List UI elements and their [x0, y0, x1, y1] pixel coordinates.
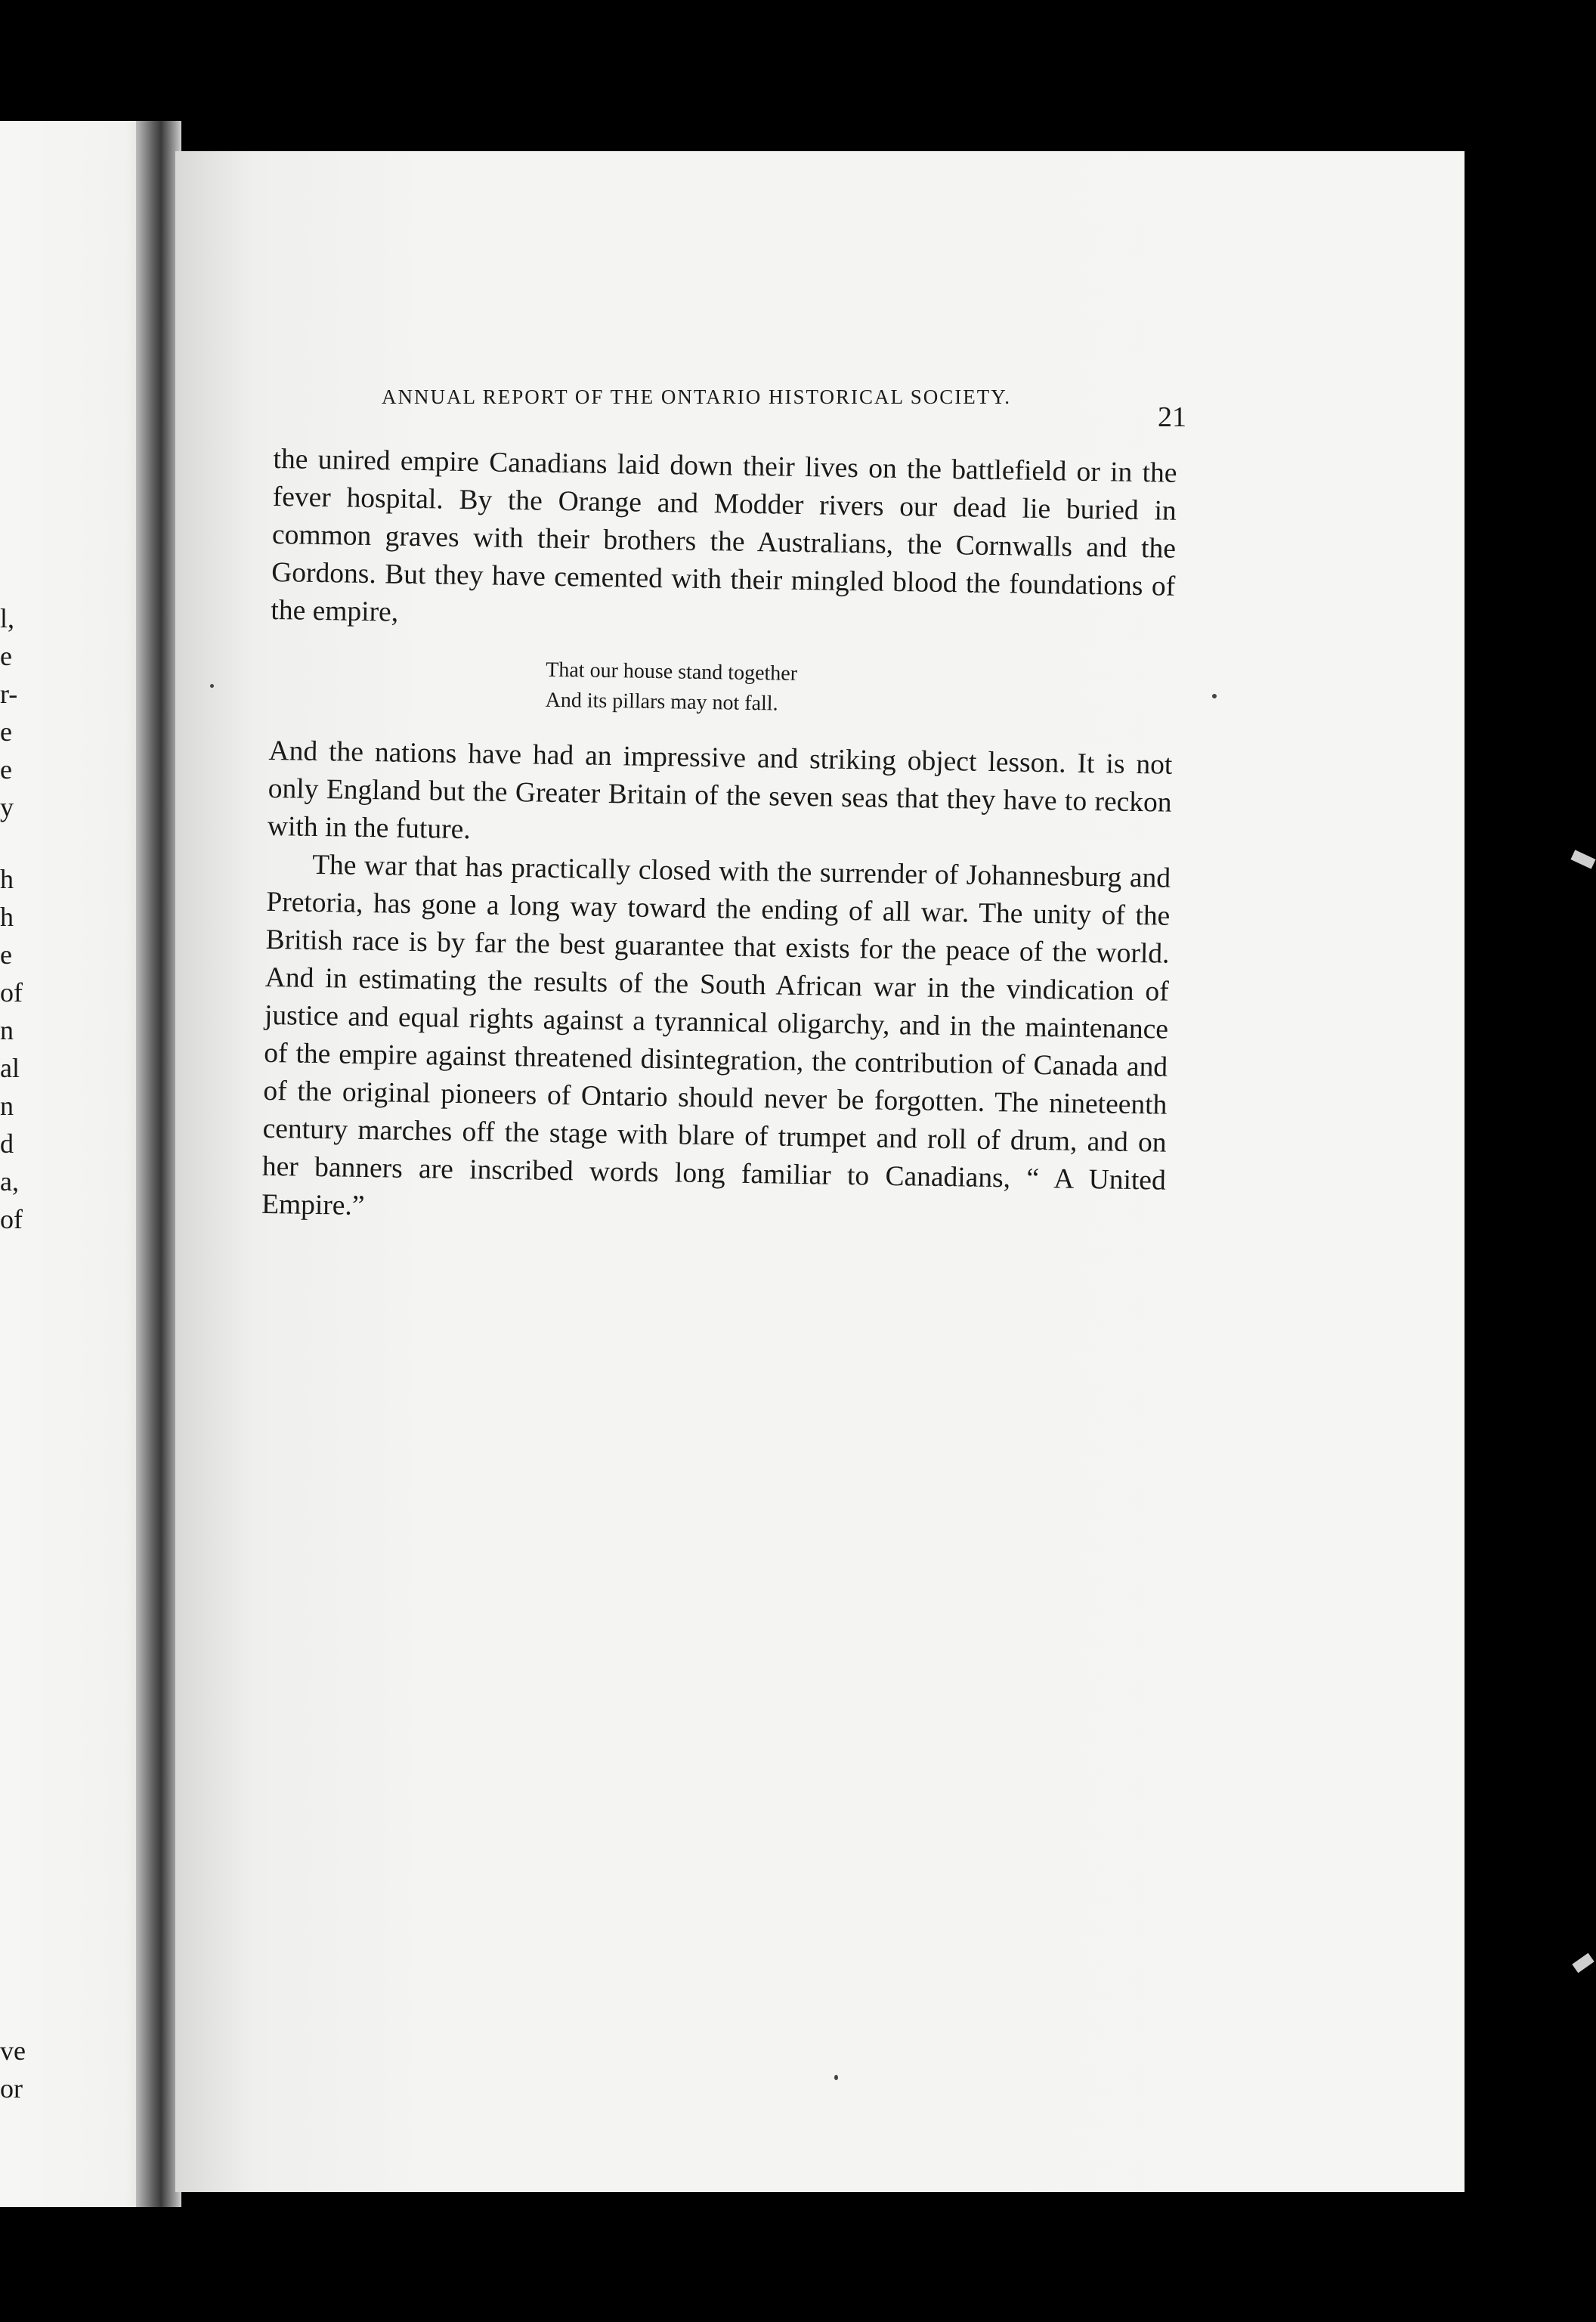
left-page-text-fragment: a, — [0, 1166, 19, 1197]
left-page-text-fragment: h — [0, 902, 14, 932]
scan-speck — [1212, 694, 1217, 698]
left-page-text-fragment: of — [0, 977, 23, 1008]
left-page-text-fragment: e — [0, 717, 12, 747]
scan-speck — [210, 684, 214, 688]
left-page-text-fragment: e — [0, 641, 12, 671]
body-text — [261, 441, 1177, 1238]
left-page-text-fragment: r- — [0, 679, 18, 709]
verse-line: That our house stand together — [546, 658, 798, 686]
paragraph: the unired empire Canadians laid down their lives on the battlefield or in the fever hospital. By the Orange and Modder rivers our dead lie buried in common graves with their brothers the Australians, the Cornwalls and the Gordons. But they have cemented with their mingled blood the foundations of the empire, — [271, 443, 1177, 628]
left-page-text-fragment: e — [0, 754, 12, 785]
paragraph: And the nations have had an impressive and striking object lesson. It is not only England but the Greater Britain of the seven seas that they have to reckon with in the future. — [267, 735, 1173, 846]
left-page-text-fragment: n — [0, 1091, 14, 1121]
left-page-text-fragment: or — [0, 2073, 23, 2104]
left-page-text-fragment: e — [0, 940, 12, 970]
verse-line: And its pillars may not fall. — [545, 688, 778, 716]
running-head: ANNUAL REPORT OF THE ONTARIO HISTORICAL SOCIETY. — [382, 385, 1012, 408]
verse-quotation — [269, 651, 1174, 726]
left-page-text-fragment: n — [0, 1015, 14, 1045]
left-page-text-fragment: al — [0, 1053, 20, 1083]
left-page-text-fragment: ve — [0, 2036, 26, 2066]
paragraph: The war that has practically closed with the surrender of Johannesburg and Pretoria, has gone a long way toward the ending of all war. The unity of the British race is by far the best guarantee that exists for the peace of the world. And in estimating the results of the South African war in the vindication of justice and equal rights against a tyrannical oligarchy, and in the maintenance of the empire against threatened disintegration, the contribution of Canada and of the original pioneers of Ontario should never be forgotten. The nineteenth century marches off the stage with blare of trumpet and roll of drum, and on her banners are inscribed words long familiar to Canadians, “ A United Empire.” — [261, 849, 1171, 1222]
left-page-text-fragment: y — [0, 792, 14, 822]
scan-edge-mark — [1572, 1953, 1594, 1973]
left-page-text-fragment: l, — [0, 603, 15, 633]
left-page-text-fragment: of — [0, 1204, 23, 1234]
book-gutter-shadow — [136, 121, 181, 2207]
scan-edge-mark — [1570, 850, 1595, 868]
left-page-text-fragment: d — [0, 1128, 14, 1159]
scan-speck — [834, 2075, 838, 2080]
page-number: 21 — [1158, 401, 1186, 433]
left-page-text-fragment: h — [0, 864, 14, 894]
